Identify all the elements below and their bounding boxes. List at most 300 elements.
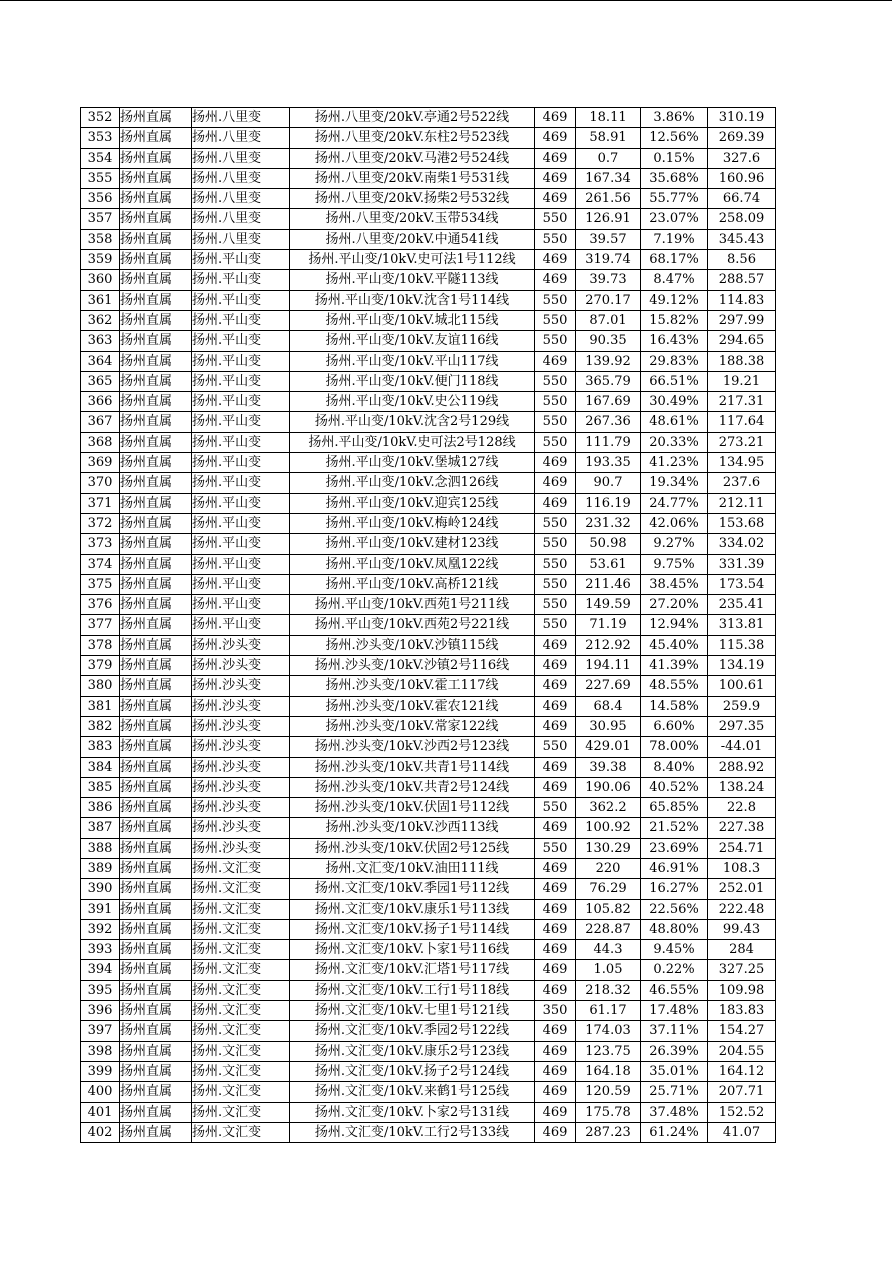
load-rate-cell: 35.01% <box>641 1061 708 1081</box>
load-rate-cell: 41.23% <box>641 453 708 473</box>
company-cell: 扬州直属 <box>120 879 192 899</box>
capacity-cell: 350 <box>535 1001 576 1021</box>
load-cell: 193.35 <box>576 453 641 473</box>
capacity-cell: 550 <box>535 737 576 757</box>
remaining-capacity-cell: 164.12 <box>708 1061 776 1081</box>
feeder-line-cell: 扬州.文汇变/10kV.扬子1号114线 <box>290 919 535 939</box>
load-cell: 220 <box>576 858 641 878</box>
company-cell: 扬州直属 <box>120 128 192 148</box>
capacity-cell: 469 <box>535 1102 576 1122</box>
feeder-line-cell: 扬州.平山变/10kV.梅岭124线 <box>290 513 535 533</box>
company-cell: 扬州直属 <box>120 858 192 878</box>
substation-cell: 扬州.文汇变 <box>192 1001 290 1021</box>
company-cell: 扬州直属 <box>120 168 192 188</box>
capacity-cell: 469 <box>535 1061 576 1081</box>
substation-cell: 扬州.沙头变 <box>192 676 290 696</box>
company-cell: 扬州直属 <box>120 1082 192 1102</box>
capacity-cell: 469 <box>535 1041 576 1061</box>
row-number-cell: 400 <box>81 1082 120 1102</box>
substation-cell: 扬州.沙头变 <box>192 838 290 858</box>
remaining-capacity-cell: 100.61 <box>708 676 776 696</box>
substation-cell: 扬州.文汇变 <box>192 940 290 960</box>
load-rate-cell: 6.60% <box>641 716 708 736</box>
load-rate-cell: 7.19% <box>641 229 708 249</box>
remaining-capacity-cell: 22.8 <box>708 798 776 818</box>
company-cell: 扬州直属 <box>120 716 192 736</box>
company-cell: 扬州直属 <box>120 615 192 635</box>
load-rate-cell: 12.94% <box>641 615 708 635</box>
substation-cell: 扬州.八里变 <box>192 229 290 249</box>
remaining-capacity-cell: 108.3 <box>708 858 776 878</box>
row-number-cell: 370 <box>81 473 120 493</box>
table-row <box>81 1102 776 1122</box>
table-row <box>81 716 776 736</box>
remaining-capacity-cell: 254.71 <box>708 838 776 858</box>
row-number-cell: 369 <box>81 453 120 473</box>
remaining-capacity-cell: 327.6 <box>708 148 776 168</box>
feeder-line-cell: 扬州.八里变/20kV.马港2号524线 <box>290 148 535 168</box>
load-rate-cell: 40.52% <box>641 777 708 797</box>
table-row <box>81 1082 776 1102</box>
row-number-cell: 360 <box>81 270 120 290</box>
row-number-cell: 364 <box>81 351 120 371</box>
table-row <box>81 656 776 676</box>
company-cell: 扬州直属 <box>120 635 192 655</box>
table-row <box>81 1041 776 1061</box>
capacity-cell: 469 <box>535 1122 576 1142</box>
load-cell: 287.23 <box>576 1122 641 1142</box>
company-cell: 扬州直属 <box>120 919 192 939</box>
table-row <box>81 838 776 858</box>
company-cell: 扬州直属 <box>120 1021 192 1041</box>
remaining-capacity-cell: 134.19 <box>708 656 776 676</box>
row-number-cell: 367 <box>81 412 120 432</box>
load-rate-cell: 37.11% <box>641 1021 708 1041</box>
load-rate-cell: 37.48% <box>641 1102 708 1122</box>
company-cell: 扬州直属 <box>120 838 192 858</box>
table-row <box>81 412 776 432</box>
load-rate-cell: 48.55% <box>641 676 708 696</box>
substation-cell: 扬州.平山变 <box>192 513 290 533</box>
load-cell: 0.7 <box>576 148 641 168</box>
capacity-cell: 469 <box>535 635 576 655</box>
feeder-line-cell: 扬州.沙头变/10kV.伏固2号125线 <box>290 838 535 858</box>
substation-cell: 扬州.平山变 <box>192 473 290 493</box>
remaining-capacity-cell: 252.01 <box>708 879 776 899</box>
capacity-cell: 469 <box>535 757 576 777</box>
table-row <box>81 432 776 452</box>
substation-cell: 扬州.文汇变 <box>192 1061 290 1081</box>
company-cell: 扬州直属 <box>120 432 192 452</box>
row-number-cell: 396 <box>81 1001 120 1021</box>
remaining-capacity-cell: 297.35 <box>708 716 776 736</box>
load-cell: 87.01 <box>576 310 641 330</box>
row-number-cell: 379 <box>81 656 120 676</box>
table-row <box>81 615 776 635</box>
remaining-capacity-cell: 41.07 <box>708 1122 776 1142</box>
remaining-capacity-cell: 235.41 <box>708 595 776 615</box>
table-row <box>81 676 776 696</box>
company-cell: 扬州直属 <box>120 574 192 594</box>
substation-cell: 扬州.平山变 <box>192 595 290 615</box>
row-number-cell: 393 <box>81 940 120 960</box>
feeder-line-cell: 扬州.沙头变/10kV.沙镇2号116线 <box>290 656 535 676</box>
feeder-line-cell: 扬州.文汇变/10kV.康乐2号123线 <box>290 1041 535 1061</box>
company-cell: 扬州直属 <box>120 331 192 351</box>
substation-cell: 扬州.平山变 <box>192 412 290 432</box>
company-cell: 扬州直属 <box>120 595 192 615</box>
capacity-cell: 469 <box>535 1082 576 1102</box>
remaining-capacity-cell: -44.01 <box>708 737 776 757</box>
company-cell: 扬州直属 <box>120 351 192 371</box>
load-rate-cell: 61.24% <box>641 1122 708 1142</box>
remaining-capacity-cell: 297.99 <box>708 310 776 330</box>
substation-cell: 扬州.文汇变 <box>192 1102 290 1122</box>
feeder-line-cell: 扬州.平山变/10kV.城北115线 <box>290 310 535 330</box>
load-cell: 44.3 <box>576 940 641 960</box>
load-cell: 139.92 <box>576 351 641 371</box>
feeder-line-cell: 扬州.文汇变/10kV.来鹤1号125线 <box>290 1082 535 1102</box>
load-cell: 39.57 <box>576 229 641 249</box>
row-number-cell: 377 <box>81 615 120 635</box>
feeder-line-cell: 扬州.文汇变/10kV.汇塔1号117线 <box>290 960 535 980</box>
company-cell: 扬州直属 <box>120 229 192 249</box>
row-number-cell: 401 <box>81 1102 120 1122</box>
company-cell: 扬州直属 <box>120 737 192 757</box>
substation-cell: 扬州.八里变 <box>192 209 290 229</box>
substation-cell: 扬州.沙头变 <box>192 818 290 838</box>
table-row <box>81 1001 776 1021</box>
company-cell: 扬州直属 <box>120 371 192 391</box>
feeder-line-cell: 扬州.文汇变/10kV.季园2号122线 <box>290 1021 535 1041</box>
substation-cell: 扬州.文汇变 <box>192 980 290 1000</box>
load-rate-cell: 48.80% <box>641 919 708 939</box>
feeder-line-cell: 扬州.文汇变/10kV.油田111线 <box>290 858 535 878</box>
capacity-cell: 550 <box>535 798 576 818</box>
company-cell: 扬州直属 <box>120 473 192 493</box>
substation-cell: 扬州.八里变 <box>192 148 290 168</box>
load-cell: 319.74 <box>576 250 641 270</box>
feeder-line-cell: 扬州.八里变/20kV.东柱2号523线 <box>290 128 535 148</box>
capacity-cell: 469 <box>535 270 576 290</box>
load-rate-cell: 24.77% <box>641 493 708 513</box>
feeder-line-cell: 扬州.八里变/20kV.扬柴2号532线 <box>290 189 535 209</box>
table-row <box>81 574 776 594</box>
load-cell: 120.59 <box>576 1082 641 1102</box>
table-row <box>81 737 776 757</box>
row-number-cell: 365 <box>81 371 120 391</box>
remaining-capacity-cell: 217.31 <box>708 392 776 412</box>
row-number-cell: 375 <box>81 574 120 594</box>
load-cell: 100.92 <box>576 818 641 838</box>
load-cell: 174.03 <box>576 1021 641 1041</box>
substation-cell: 扬州.沙头变 <box>192 656 290 676</box>
feeder-line-cell: 扬州.平山变/10kV.史可法1号112线 <box>290 250 535 270</box>
row-number-cell: 355 <box>81 168 120 188</box>
remaining-capacity-cell: 134.95 <box>708 453 776 473</box>
capacity-cell: 550 <box>535 310 576 330</box>
row-number-cell: 381 <box>81 696 120 716</box>
remaining-capacity-cell: 109.98 <box>708 980 776 1000</box>
feeder-line-cell: 扬州.沙头变/10kV.共青1号114线 <box>290 757 535 777</box>
feeder-line-cell: 扬州.沙头变/10kV.霍农121线 <box>290 696 535 716</box>
remaining-capacity-cell: 288.92 <box>708 757 776 777</box>
capacity-cell: 469 <box>535 696 576 716</box>
remaining-capacity-cell: 222.48 <box>708 899 776 919</box>
row-number-cell: 366 <box>81 392 120 412</box>
capacity-cell: 550 <box>535 574 576 594</box>
load-cell: 1.05 <box>576 960 641 980</box>
company-cell: 扬州直属 <box>120 534 192 554</box>
row-number-cell: 380 <box>81 676 120 696</box>
table-row <box>81 960 776 980</box>
capacity-cell: 550 <box>535 331 576 351</box>
row-number-cell: 386 <box>81 798 120 818</box>
load-cell: 429.01 <box>576 737 641 757</box>
capacity-cell: 550 <box>535 615 576 635</box>
capacity-cell: 550 <box>535 513 576 533</box>
row-number-cell: 354 <box>81 148 120 168</box>
company-cell: 扬州直属 <box>120 676 192 696</box>
row-number-cell: 383 <box>81 737 120 757</box>
substation-cell: 扬州.沙头变 <box>192 798 290 818</box>
table-row <box>81 696 776 716</box>
capacity-cell: 469 <box>535 899 576 919</box>
remaining-capacity-cell: 269.39 <box>708 128 776 148</box>
row-number-cell: 353 <box>81 128 120 148</box>
load-rate-cell: 3.86% <box>641 108 708 128</box>
company-cell: 扬州直属 <box>120 209 192 229</box>
capacity-cell: 469 <box>535 818 576 838</box>
substation-cell: 扬州.八里变 <box>192 189 290 209</box>
remaining-capacity-cell: 115.38 <box>708 635 776 655</box>
page-top-border <box>0 0 892 1</box>
remaining-capacity-cell: 173.54 <box>708 574 776 594</box>
load-cell: 211.46 <box>576 574 641 594</box>
capacity-cell: 469 <box>535 351 576 371</box>
substation-cell: 扬州.平山变 <box>192 534 290 554</box>
load-cell: 39.38 <box>576 757 641 777</box>
remaining-capacity-cell: 114.83 <box>708 290 776 310</box>
company-cell: 扬州直属 <box>120 453 192 473</box>
load-rate-cell: 46.91% <box>641 858 708 878</box>
row-number-cell: 389 <box>81 858 120 878</box>
company-cell: 扬州直属 <box>120 818 192 838</box>
row-number-cell: 356 <box>81 189 120 209</box>
feeder-line-cell: 扬州.沙头变/10kV.霍工117线 <box>290 676 535 696</box>
load-rate-cell: 8.47% <box>641 270 708 290</box>
row-number-cell: 374 <box>81 554 120 574</box>
feeder-load-table <box>80 107 776 1143</box>
load-cell: 218.32 <box>576 980 641 1000</box>
load-cell: 175.78 <box>576 1102 641 1122</box>
load-cell: 362.2 <box>576 798 641 818</box>
load-rate-cell: 9.75% <box>641 554 708 574</box>
company-cell: 扬州直属 <box>120 270 192 290</box>
capacity-cell: 469 <box>535 1021 576 1041</box>
load-rate-cell: 68.17% <box>641 250 708 270</box>
row-number-cell: 390 <box>81 879 120 899</box>
row-number-cell: 395 <box>81 980 120 1000</box>
load-rate-cell: 38.45% <box>641 574 708 594</box>
row-number-cell: 368 <box>81 432 120 452</box>
table-row <box>81 777 776 797</box>
load-cell: 68.4 <box>576 696 641 716</box>
feeder-line-cell: 扬州.文汇变/10kV.工行1号118线 <box>290 980 535 1000</box>
company-cell: 扬州直属 <box>120 1102 192 1122</box>
feeder-line-cell: 扬州.文汇变/10kV.工行2号133线 <box>290 1122 535 1142</box>
table-row <box>81 635 776 655</box>
capacity-cell: 469 <box>535 777 576 797</box>
substation-cell: 扬州.文汇变 <box>192 858 290 878</box>
remaining-capacity-cell: 313.81 <box>708 615 776 635</box>
load-cell: 111.79 <box>576 432 641 452</box>
load-rate-cell: 42.06% <box>641 513 708 533</box>
table-row <box>81 493 776 513</box>
feeder-line-cell: 扬州.平山变/10kV.史公119线 <box>290 392 535 412</box>
table-row <box>81 128 776 148</box>
feeder-line-cell: 扬州.平山变/10kV.平隧113线 <box>290 270 535 290</box>
remaining-capacity-cell: 294.65 <box>708 331 776 351</box>
feeder-line-cell: 扬州.八里变/20kV.玉带534线 <box>290 209 535 229</box>
row-number-cell: 358 <box>81 229 120 249</box>
table-row <box>81 310 776 330</box>
substation-cell: 扬州.平山变 <box>192 392 290 412</box>
load-cell: 270.17 <box>576 290 641 310</box>
capacity-cell: 550 <box>535 290 576 310</box>
remaining-capacity-cell: 345.43 <box>708 229 776 249</box>
company-cell: 扬州直属 <box>120 392 192 412</box>
capacity-cell: 469 <box>535 493 576 513</box>
remaining-capacity-cell: 284 <box>708 940 776 960</box>
row-number-cell: 398 <box>81 1041 120 1061</box>
capacity-cell: 469 <box>535 656 576 676</box>
row-number-cell: 394 <box>81 960 120 980</box>
row-number-cell: 371 <box>81 493 120 513</box>
company-cell: 扬州直属 <box>120 513 192 533</box>
load-cell: 130.29 <box>576 838 641 858</box>
table-row <box>81 148 776 168</box>
substation-cell: 扬州.文汇变 <box>192 1082 290 1102</box>
load-cell: 90.7 <box>576 473 641 493</box>
row-number-cell: 363 <box>81 331 120 351</box>
load-rate-cell: 9.45% <box>641 940 708 960</box>
capacity-cell: 469 <box>535 980 576 1000</box>
capacity-cell: 550 <box>535 412 576 432</box>
load-rate-cell: 45.40% <box>641 635 708 655</box>
capacity-cell: 550 <box>535 595 576 615</box>
company-cell: 扬州直属 <box>120 1041 192 1061</box>
remaining-capacity-cell: 160.96 <box>708 168 776 188</box>
row-number-cell: 362 <box>81 310 120 330</box>
capacity-cell: 550 <box>535 554 576 574</box>
load-rate-cell: 27.20% <box>641 595 708 615</box>
table-row <box>81 980 776 1000</box>
substation-cell: 扬州.文汇变 <box>192 1021 290 1041</box>
feeder-line-cell: 扬州.八里变/20kV.亭通2号522线 <box>290 108 535 128</box>
load-rate-cell: 21.52% <box>641 818 708 838</box>
company-cell: 扬州直属 <box>120 757 192 777</box>
company-cell: 扬州直属 <box>120 250 192 270</box>
feeder-line-cell: 扬州.平山变/10kV.史可法2号128线 <box>290 432 535 452</box>
company-cell: 扬州直属 <box>120 189 192 209</box>
table-row <box>81 595 776 615</box>
capacity-cell: 469 <box>535 250 576 270</box>
substation-cell: 扬州.平山变 <box>192 290 290 310</box>
load-rate-cell: 78.00% <box>641 737 708 757</box>
company-cell: 扬州直属 <box>120 696 192 716</box>
company-cell: 扬州直属 <box>120 148 192 168</box>
remaining-capacity-cell: 153.68 <box>708 513 776 533</box>
row-number-cell: 357 <box>81 209 120 229</box>
substation-cell: 扬州.平山变 <box>192 310 290 330</box>
feeder-line-cell: 扬州.沙头变/10kV.沙西113线 <box>290 818 535 838</box>
load-cell: 212.92 <box>576 635 641 655</box>
company-cell: 扬州直属 <box>120 1001 192 1021</box>
load-rate-cell: 16.27% <box>641 879 708 899</box>
load-cell: 123.75 <box>576 1041 641 1061</box>
row-number-cell: 378 <box>81 635 120 655</box>
feeder-line-cell: 扬州.平山变/10kV.便门118线 <box>290 371 535 391</box>
load-rate-cell: 8.40% <box>641 757 708 777</box>
company-cell: 扬州直属 <box>120 899 192 919</box>
feeder-line-cell: 扬州.文汇变/10kV.七里1号121线 <box>290 1001 535 1021</box>
substation-cell: 扬州.平山变 <box>192 615 290 635</box>
load-cell: 50.98 <box>576 534 641 554</box>
substation-cell: 扬州.文汇变 <box>192 899 290 919</box>
capacity-cell: 469 <box>535 108 576 128</box>
substation-cell: 扬州.文汇变 <box>192 1122 290 1142</box>
load-rate-cell: 26.39% <box>641 1041 708 1061</box>
capacity-cell: 469 <box>535 453 576 473</box>
capacity-cell: 469 <box>535 858 576 878</box>
substation-cell: 扬州.平山变 <box>192 432 290 452</box>
remaining-capacity-cell: 237.6 <box>708 473 776 493</box>
company-cell: 扬州直属 <box>120 980 192 1000</box>
table-row <box>81 250 776 270</box>
substation-cell: 扬州.平山变 <box>192 351 290 371</box>
capacity-cell: 469 <box>535 716 576 736</box>
remaining-capacity-cell: 66.74 <box>708 189 776 209</box>
row-number-cell: 376 <box>81 595 120 615</box>
table-row <box>81 209 776 229</box>
load-cell: 116.19 <box>576 493 641 513</box>
capacity-cell: 469 <box>535 148 576 168</box>
company-cell: 扬州直属 <box>120 777 192 797</box>
capacity-cell: 469 <box>535 168 576 188</box>
load-cell: 194.11 <box>576 656 641 676</box>
company-cell: 扬州直属 <box>120 1122 192 1142</box>
load-cell: 61.17 <box>576 1001 641 1021</box>
row-number-cell: 385 <box>81 777 120 797</box>
capacity-cell: 469 <box>535 919 576 939</box>
load-rate-cell: 35.68% <box>641 168 708 188</box>
table-row <box>81 371 776 391</box>
load-cell: 227.69 <box>576 676 641 696</box>
capacity-cell: 469 <box>535 128 576 148</box>
table-row <box>81 229 776 249</box>
load-rate-cell: 16.43% <box>641 331 708 351</box>
load-rate-cell: 19.34% <box>641 473 708 493</box>
substation-cell: 扬州.平山变 <box>192 554 290 574</box>
company-cell: 扬州直属 <box>120 493 192 513</box>
load-cell: 30.95 <box>576 716 641 736</box>
load-rate-cell: 0.22% <box>641 960 708 980</box>
substation-cell: 扬州.平山变 <box>192 331 290 351</box>
load-rate-cell: 55.77% <box>641 189 708 209</box>
substation-cell: 扬州.文汇变 <box>192 960 290 980</box>
row-number-cell: 392 <box>81 919 120 939</box>
